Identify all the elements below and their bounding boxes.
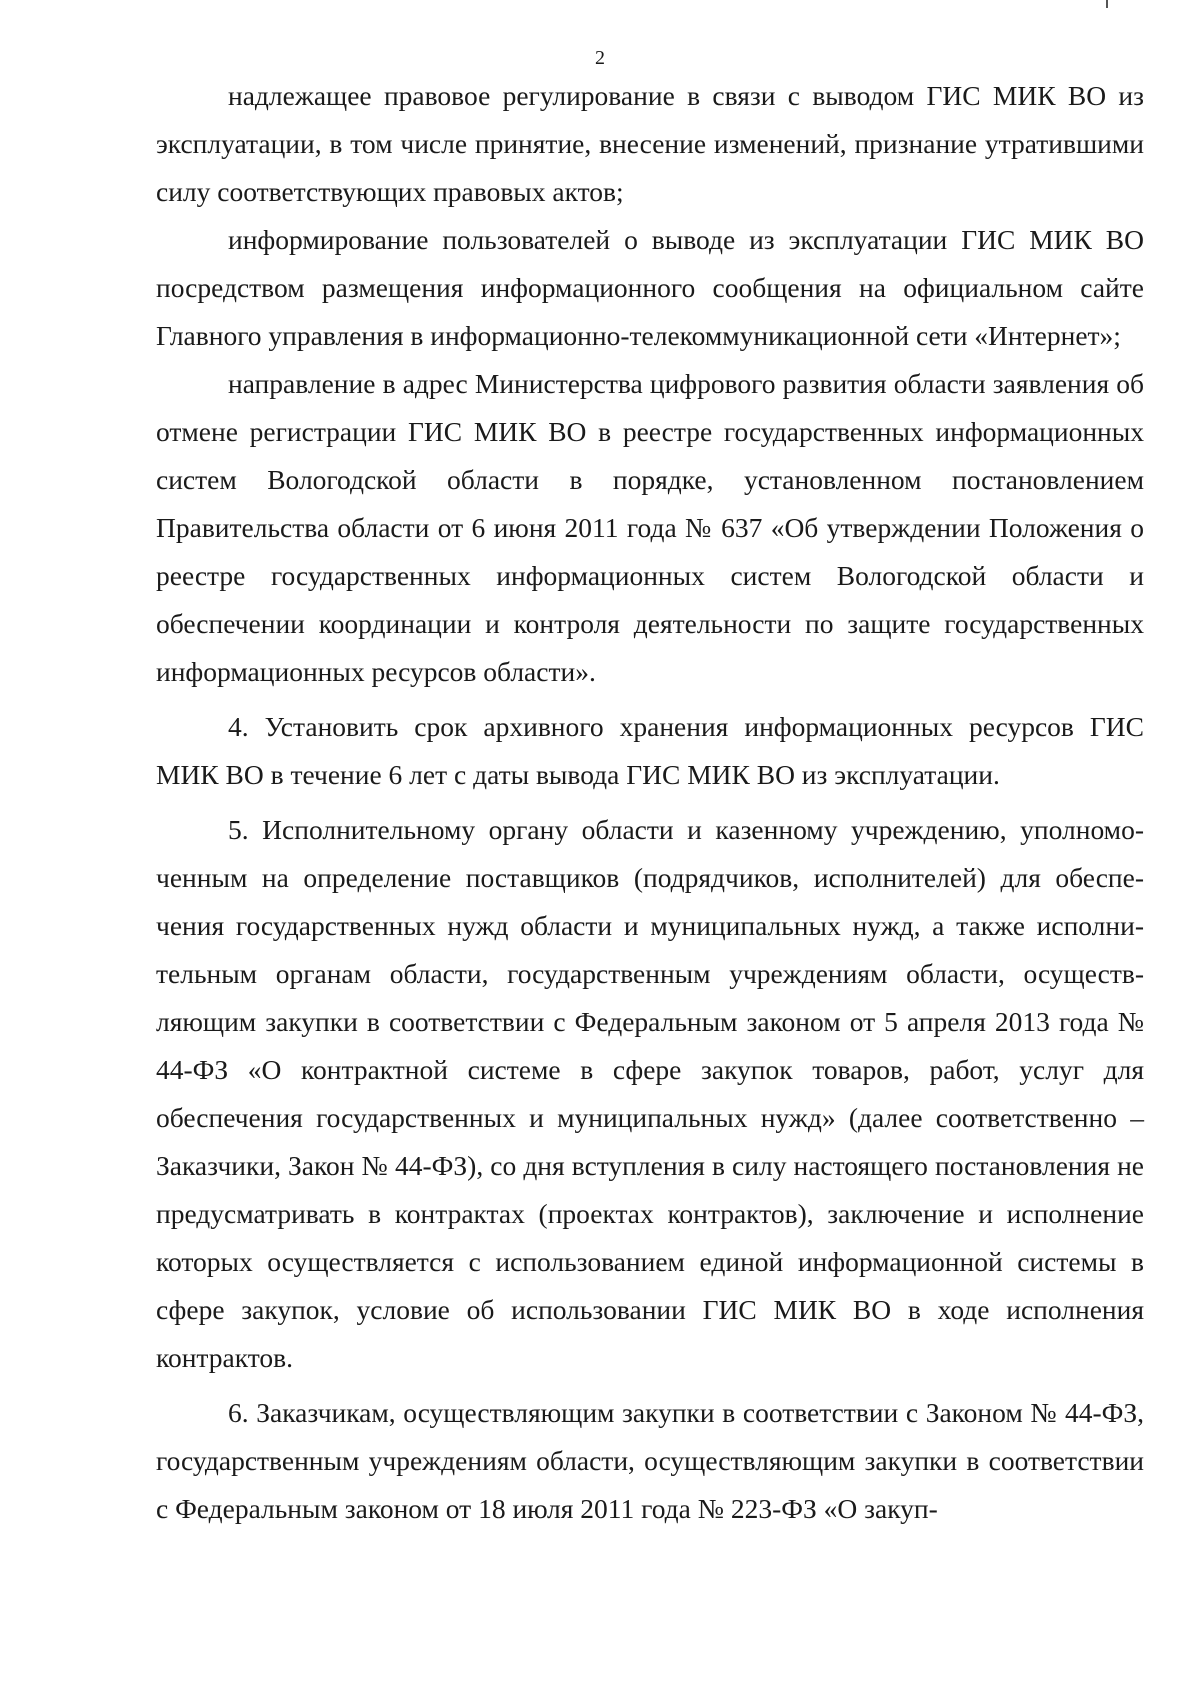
paragraph-item-5: 5. Исполнительному органу области и казенному учреждению, уполномоченным на определение поставщиков (подрядчиков, исполнителей) для обеспечения государственных нужд области и муниципальных нужд, а также исполнительным органам области, государственным учреждениям области, осуществляющим закупки в соответствии с Федеральным законом от 5 апреля 2013 года № 44-ФЗ «О контрактной системе в сфере закупок товаров, работ, услуг для обеспечения государственных и муниципальных нужд» (далее соответственно – Заказчики, Закон № 44-ФЗ), со дня вступления в силу настоящего постановления не предусматривать в контрактах (проектах контрактов), заключение и исполнение которых осуществляется с использованием единой информационной системы в сфере закупок, условие об использовании ГИС МИК ВО в ходе исполнения контрактов.: [156, 814, 1144, 1373]
paragraph-legal-regulation: надлежащее правовое регулирование в связи с выводом ГИС МИК ВО из эксплуатации, в том числе принятие, внесение изменений, признание утратившими силу соответствующих правовых актов;: [156, 80, 1144, 207]
paragraph-registry-cancellation: направление в адрес Министерства цифрового развития области заявления об отмене регистрации ГИС МИК ВО в реестре государственных информационных систем Вологодской области в порядке, установленном постановлением Правительства области от 6 июня 2011 года № 637 «Об утверждении Положения о реестре государственных информационных систем Вологодской области и обеспечении координации и контроля деятельности по защите государственных информационных ресурсов области».: [156, 368, 1144, 687]
scan-mark: [1106, 0, 1108, 8]
paragraph-user-notification: информирование пользователей о выводе из эксплуатации ГИС МИК ВО посредством размещения информационного сообщения на официальном сайте Главного управления в информационно-телекоммуникационной сети «Интернет»;: [156, 224, 1144, 351]
paragraph-item-4: 4. Установить срок архивного хранения информационных ресурсов ГИС МИК ВО в течение 6 лет с даты вывода ГИС МИК ВО из эксплуатации.: [156, 711, 1144, 790]
document-body: [156, 72, 1144, 1533]
page-number: 2: [595, 47, 605, 69]
paragraph-item-6: 6. Заказчикам, осуществляющим закупки в соответствии с Законом № 44-ФЗ, государственным учреждениям области, осуществляющим закупки в соответствии с Федеральным законом от 18 июля 2011 года № 223-ФЗ «О закуп-: [156, 1397, 1144, 1524]
